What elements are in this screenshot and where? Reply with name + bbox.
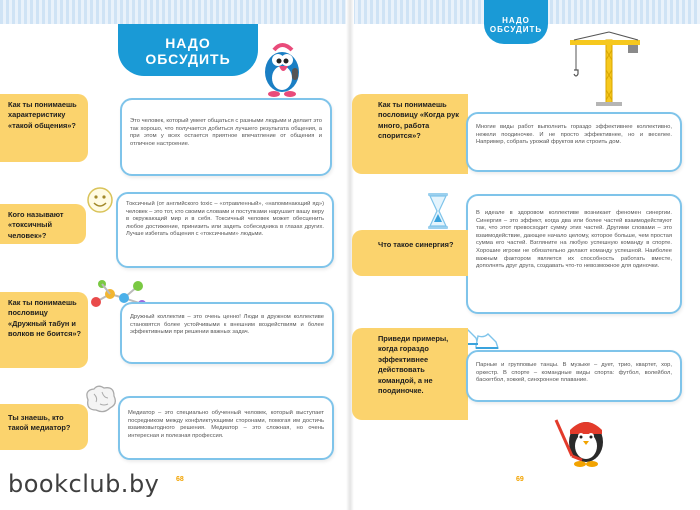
smiley-icon bbox=[86, 186, 114, 214]
page-number-right: 69 bbox=[516, 476, 524, 483]
question-card: Что такое синергия? bbox=[352, 230, 468, 276]
question-card: Как ты понимаешь характеристику «такой общения»? bbox=[0, 94, 88, 162]
brain-icon bbox=[82, 384, 118, 414]
hourglass-icon bbox=[426, 192, 450, 230]
question-card: Ты знаешь, кто такой медиатор? bbox=[0, 404, 88, 450]
answer-card: Медиатор – это специально обученный человек, который выступает посредником между конфликтующими сторонами, помогая им достичь взаимовыгодного решения. Медиатор – это сложная, но очень интересная и полезная профессия. bbox=[118, 396, 334, 460]
penguin-character-icon bbox=[252, 38, 314, 100]
page-number-left: 68 bbox=[176, 476, 184, 483]
question-card: Приведи примеры, когда гораздо эффективнее действовать командой, а не поодиночке. bbox=[352, 328, 468, 420]
question-card: Кого называют «токсичный человек»? bbox=[0, 204, 86, 244]
answer-card: Многие виды работ выполнить гораздо эффективнее коллективно, нежели поодиночке. И не просто эффективнее, но и веселее. Например, собрать урожай фруктов или строить дом. bbox=[466, 112, 682, 172]
answer-card: Это человек, который умеет общаться с разными людьми и делает это так хорошо, что получается добиться лучшего результата общения, а при этом у всех остается приятное впечатление от общения и отличное настроение. bbox=[120, 98, 332, 176]
question-card: Как ты понимаешь пословицу «Дружный табун и волков не боится»? bbox=[0, 292, 88, 368]
answer-card: Токсичный (от английского toxic – «отравленный», «напоминающий яд») человек – это тот, кто своими словами и поступками нарушает вашу веру в окружающий мир и в себя. Токсичный человек может обесценить любое достижение, принизить или задеть собеседника в глазах других. Лучше избегать общения с «токсичными» людьми. bbox=[116, 192, 334, 268]
header-tab-right: НАДО ОБСУДИТЬ bbox=[484, 0, 548, 44]
question-card: Как ты понимаешь пословицу «Когда рук много, работа спорится»? bbox=[352, 94, 468, 174]
penguin-hockey-icon bbox=[546, 410, 614, 476]
watermark: bookclub.by bbox=[8, 470, 160, 498]
answer-card: В идеале в здоровом коллективе возникает феномен синергии. Синергия – это эффект, когда два или более частей взаимодействуют так, что этот превосходит сумму этих частей. Другими словами – это взаимодействие, дающее начало целому, которое больше, чем простая сумма его частей. Взгляните на любую успешную команду в спорте. Хорошие игроки не обязательно делают команду успешной. Наиболее важным фактором является их способность работать вместе, дополнять друг друга, создавать что-то невозможное для одиночки. bbox=[466, 194, 682, 314]
header-tab-left: НАДО ОБСУДИТЬ bbox=[118, 24, 258, 76]
answer-card: Парные и групповые танцы. В музыке – дует, трио, квартет, хор, оркестр. В спорте – командные виды спорта: футбол, волейбол, баскетбол, хоккей, синхронное плавание. bbox=[466, 350, 682, 402]
crane-icon bbox=[566, 30, 646, 106]
answer-card: Дружный коллектив – это очень ценно! Люди в дружном коллективе становятся более устойчивыми к внешним воздействиям и более эффективными при решении важных задач. bbox=[120, 302, 334, 364]
top-strip-left bbox=[0, 0, 348, 24]
